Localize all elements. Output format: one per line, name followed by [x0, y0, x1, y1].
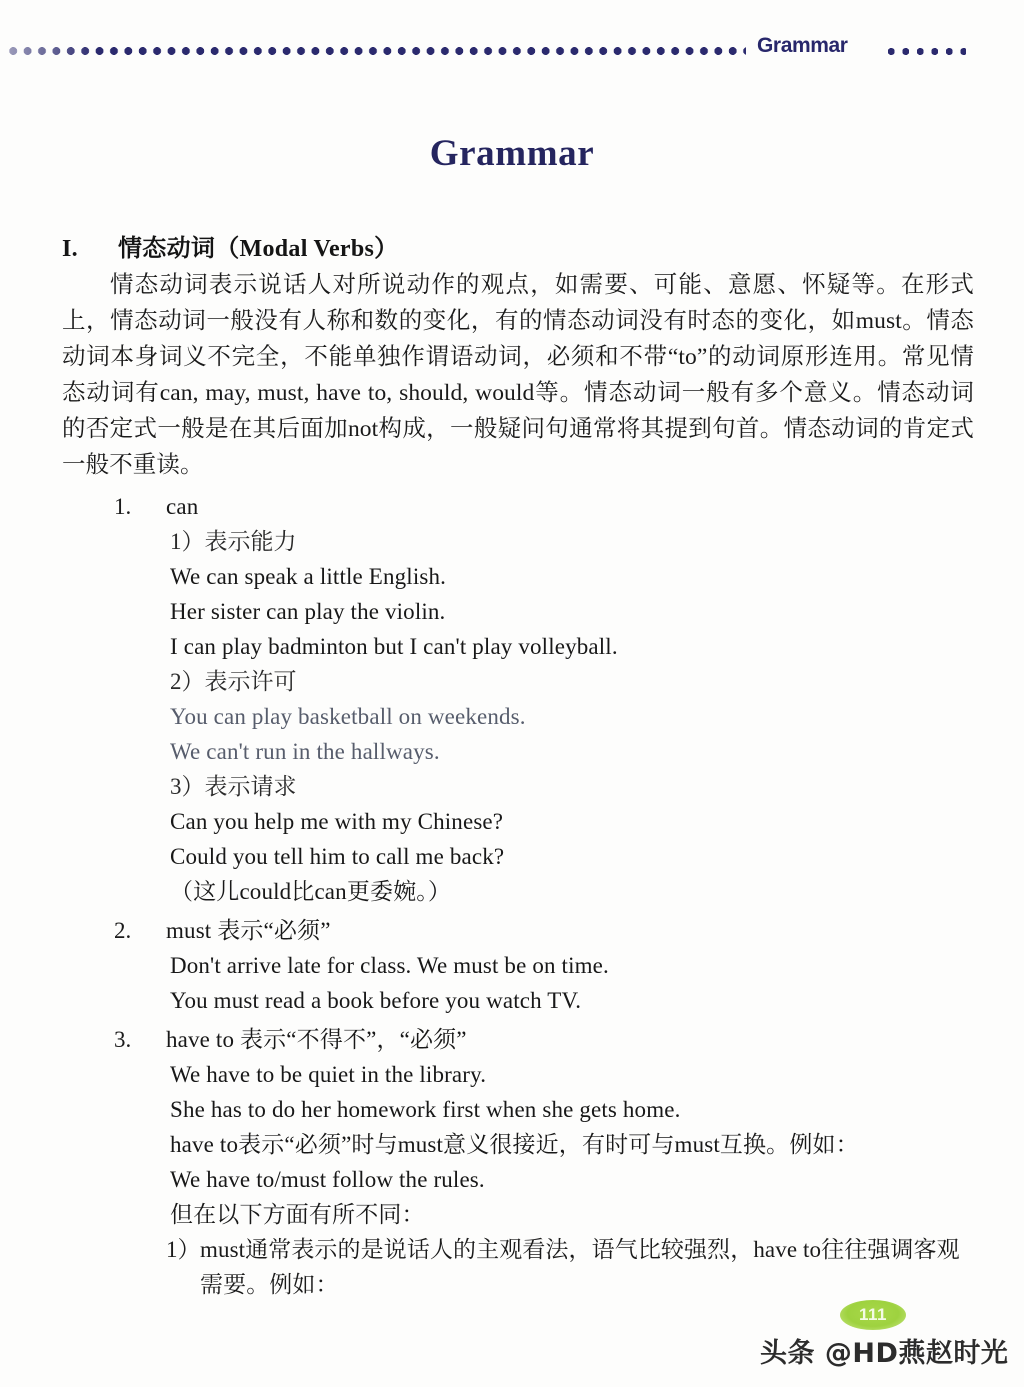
list-item — [62, 913, 974, 1018]
sub-numbered-marker: 1） — [166, 1237, 201, 1262]
explanation-line: have to表示“必须”时与must意义很接近，有时可与must互换。例如： — [170, 1132, 859, 1157]
running-header — [0, 34, 1024, 68]
sub-item-label: 3）表示请求 — [170, 774, 297, 799]
sub-numbered-text: must通常表示的是说话人的主观看法，语气比较强烈，have to往往强调客观需要。例如： — [200, 1237, 960, 1297]
example-sentence: Could you tell him to call me back? — [170, 844, 505, 869]
example-note: （这儿could比can更委婉。） — [170, 879, 452, 904]
example-sentence: We can't run in the hallways. — [170, 739, 440, 764]
example-sentence: You can play basketball on weekends. — [170, 704, 526, 729]
example-sentence: I can play badminton but I can't play volleyball. — [170, 634, 618, 659]
list-item-title: must 表示“必须” — [166, 918, 331, 943]
section-heading — [62, 228, 974, 263]
section-intro-paragraph: 情态动词表示说话人对所说动作的观点，如需要、可能、意愿、怀疑等。在形式上，情态动词一般没有人称和数的变化，有的情态动词没有时态的变化，如must。情态动词本身词义不完全，不能单独作谓语动词，必须和不带“to”的动词原形连用。常见情态动词有can, may, must, have to, should, would等。情态动词一般有多个意义。情态动词的否定式一般是在其后面加not构成，一般疑问句通常将其提到句首。情态动词的肯定式一般不重读。 — [62, 272, 974, 478]
list-item-body — [166, 1022, 974, 1302]
page-content — [62, 228, 974, 1302]
list-item-marker: 2. — [114, 918, 132, 943]
sub-numbered-item — [166, 1232, 974, 1302]
section-heading-text: 情态动词（Modal Verbs） — [118, 236, 399, 262]
header-dotted-rule-right — [884, 48, 966, 55]
page-number: 111 — [859, 1305, 887, 1324]
example-sentence: We can speak a little English. — [170, 564, 447, 589]
example-sentence: Her sister can play the violin. — [170, 599, 446, 624]
example-sentence: We have to be quiet in the library. — [170, 1062, 487, 1087]
list-item-body — [166, 489, 974, 909]
list-item-body — [166, 913, 974, 1018]
list-item — [62, 1022, 974, 1302]
example-sentence: We have to/must follow the rules. — [170, 1167, 485, 1192]
page-number-badge — [840, 1300, 906, 1330]
list-item-marker: 1. — [114, 494, 132, 519]
sub-item-label: 1）表示能力 — [170, 529, 297, 554]
list-item — [62, 489, 974, 909]
sub-item — [166, 769, 974, 909]
example-sentence: Can you help me with my Chinese? — [170, 809, 504, 834]
explanation-line: 但在以下方面有所不同： — [170, 1202, 425, 1227]
list-item-title: have to 表示“不得不”，“必须” — [166, 1027, 467, 1052]
watermark: 头条 @HD燕赵时光 — [760, 1338, 1009, 1369]
header-dotted-rule-left — [6, 47, 746, 55]
section-roman-numeral: I. — [62, 236, 78, 262]
list-item-title: can — [166, 494, 199, 519]
example-sentence: She has to do her homework first when she gets home. — [170, 1097, 681, 1122]
sub-item — [166, 664, 974, 769]
page-title: Grammar — [429, 133, 595, 174]
header-title: Grammar — [757, 34, 848, 57]
example-sentence: You must read a book before you watch TV. — [170, 988, 582, 1013]
example-sentence: Don't arrive late for class. We must be on time. — [170, 953, 609, 978]
sub-item — [166, 524, 974, 664]
sub-item-label: 2）表示许可 — [170, 669, 297, 694]
list-item-marker: 3. — [114, 1027, 132, 1052]
